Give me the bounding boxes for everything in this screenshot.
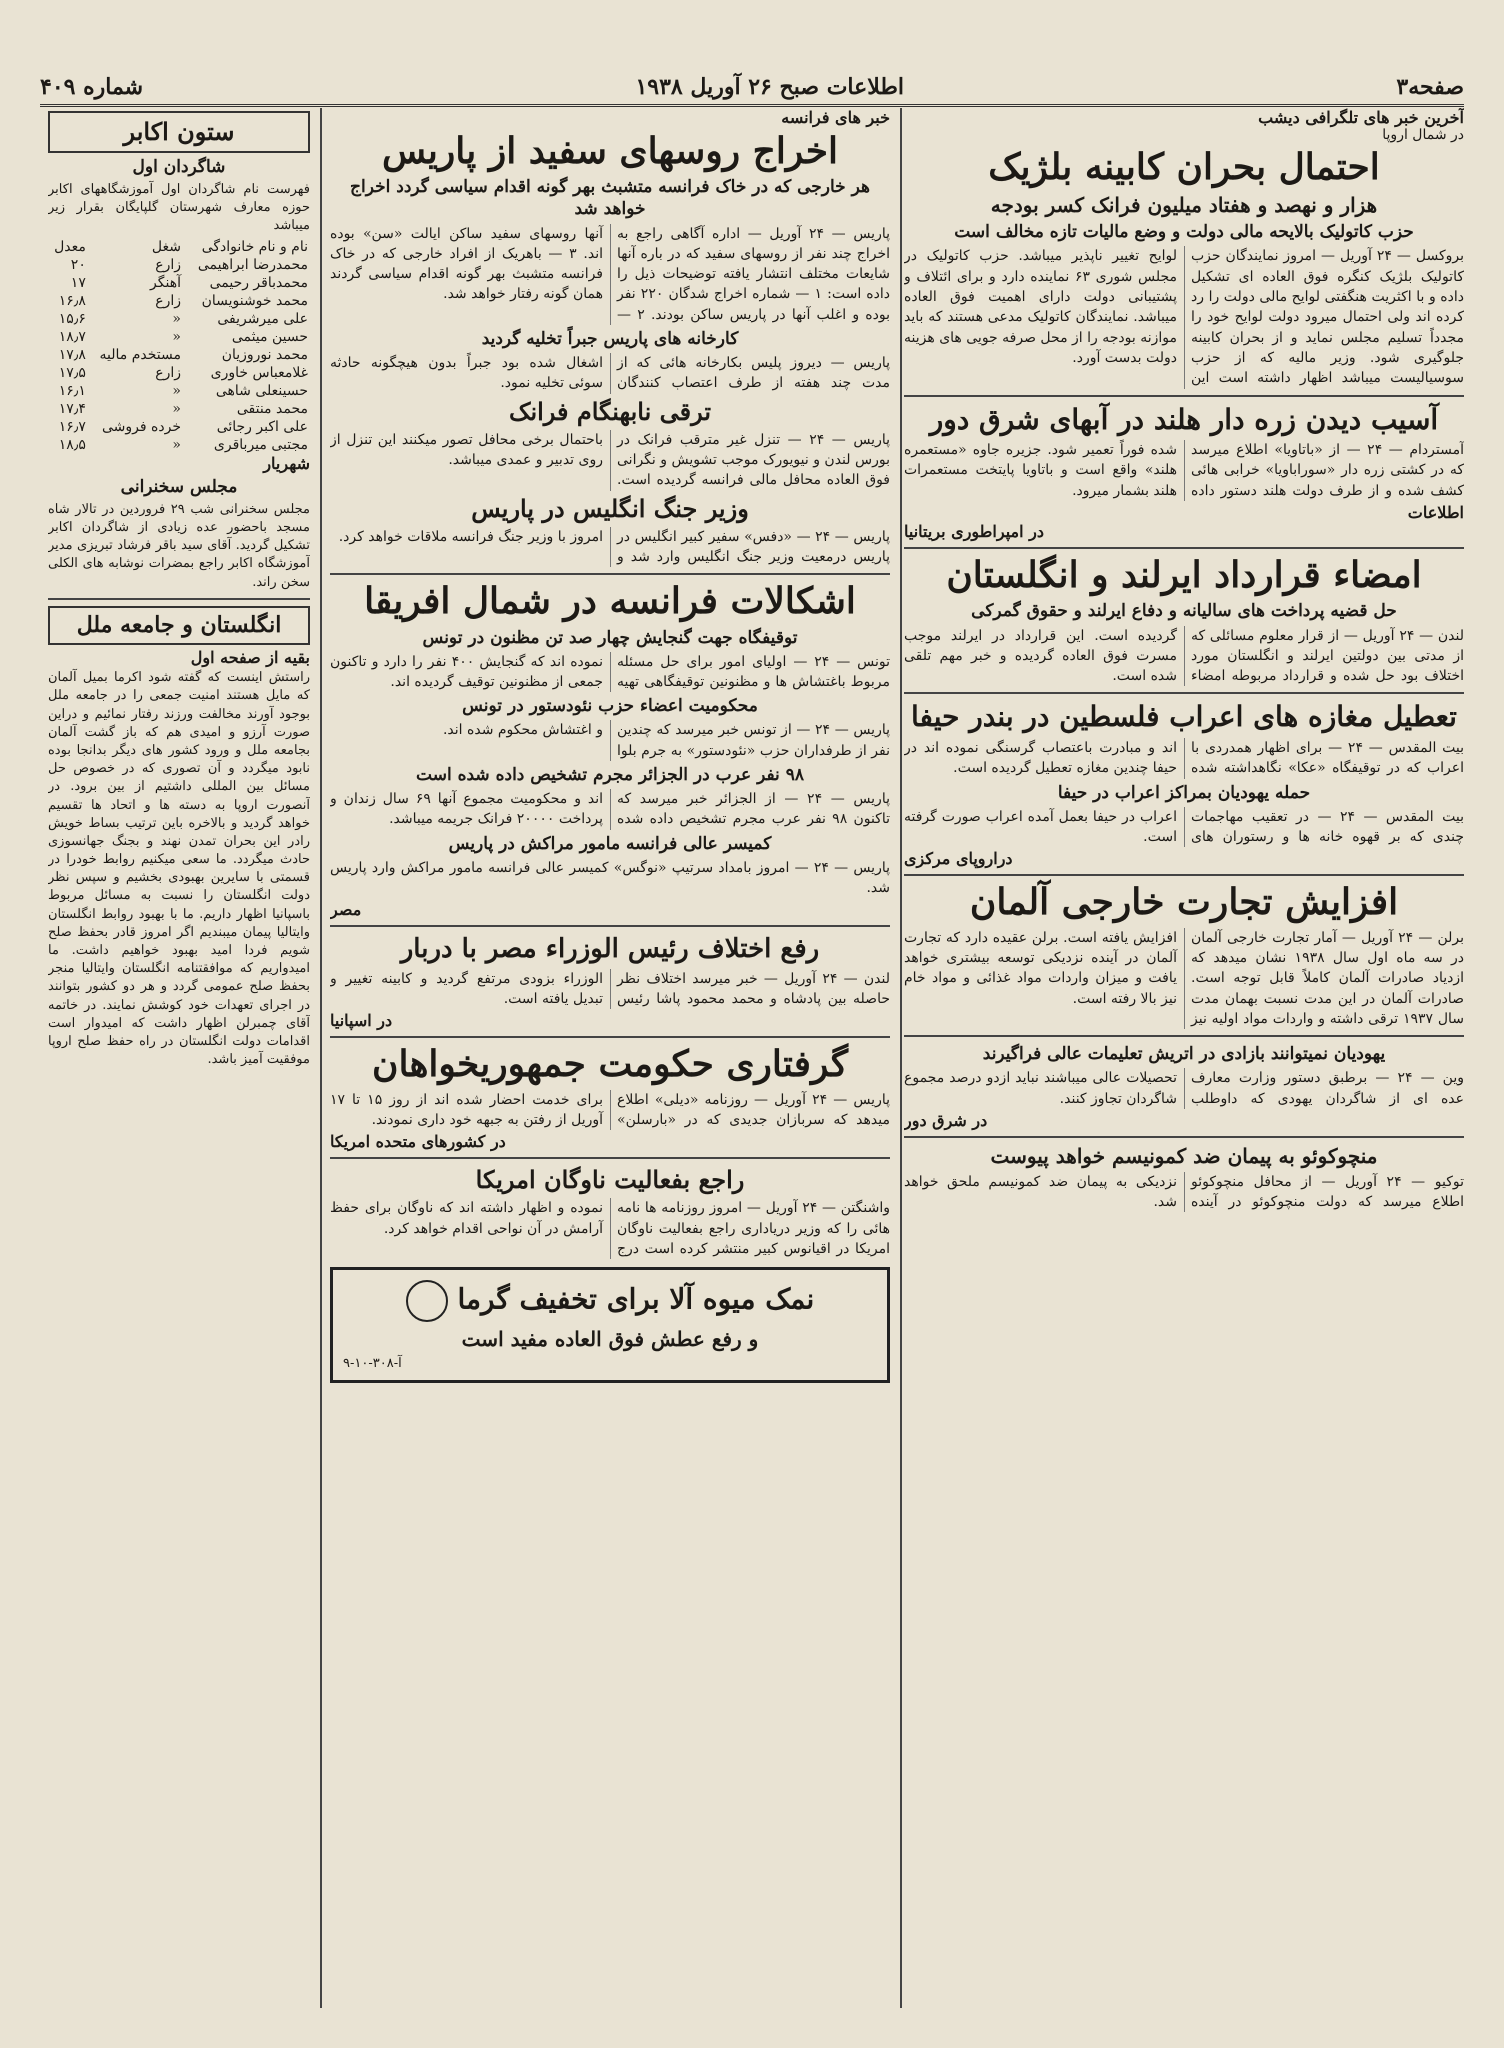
cell: « <box>172 310 181 327</box>
far-east-label: در شرق دور <box>904 1110 988 1130</box>
egypt-body: لندن — ۲۴ آوریل — خبر میرسد اختلاف نظر حاصله بین پادشاه و محمد محمود پاشا رئیس الوزراء بزودی مرتفع گردید و کابینه تغییر و تبدیل یافته است. <box>330 970 890 1008</box>
cell: غلامعباس خاوری <box>210 364 308 381</box>
table-row <box>48 346 310 364</box>
america-headline: راجع بفعالیت ناوگان امریکا <box>475 1165 745 1195</box>
dutch-body: آمستردام — ۲۴ — از «باتاویا» اطلاع میرسد که در کشتی زره دار «سوراباویا» خرابی هائی کشف شده و از طرف دولت هلند دستور داده شده فوراً تعمیر شود. جزیره جاوه «مستعمره هلند» واقع است و باتاویا پایتخت مستعمرات هلند بشمار میرود. <box>904 442 1464 499</box>
paris-expel-deck: هر خارجی که در خاک فرانسه متشبث بهر گونه اقدام سیاسی گردد اخراج خواهد شد <box>350 177 870 220</box>
shahriyar-label: شهریار <box>263 453 310 473</box>
north-africa-deck-2: محکومیت اعضاء حزب نئودستور در تونس <box>462 696 758 717</box>
honor-intro: فهرست نام شاگردان اول آموزشگاههای اکابر حوزه معارف شهرستان گلپایگان بقرار زیر میباشد <box>48 182 310 234</box>
table-row <box>48 256 310 274</box>
spain-body: پاریس — ۲۴ آوریل — روزنامه «دیلی» اطلاع میدهد که سربازان جدیدی که در «بارسلن» برای خدمت احضار شده اند از روز ۱۵ تا ۱۷ آوریل از رفتن به جبهه خود داری نمودند. <box>330 1091 890 1129</box>
table-row <box>48 274 310 292</box>
haifa-headline: تعطیل مغازه های اعراب فلسطین در بندر حیفا <box>911 700 1457 734</box>
central-europe-label: دراروپای مرکزی <box>904 849 1013 869</box>
region-label: در شمال اروپا <box>1382 127 1464 143</box>
north-africa-headline: اشکالات فرانسه در شمال افریقا <box>364 580 856 623</box>
cell: محمد خوشنویسان <box>201 292 308 309</box>
germany-headline: افزایش تجارت خارجی آلمان <box>969 881 1399 924</box>
cell: « <box>172 400 181 417</box>
egypt-headline: رفع اختلاف رئیس الوزراء مصر با دربار <box>400 934 820 965</box>
north-africa-deck-1: توقیفگاه جهت گنجایش چهار صد تن مظنون در تونس <box>422 627 798 648</box>
seal-icon <box>406 1280 448 1322</box>
cell: زارع <box>155 256 181 273</box>
divider <box>330 1157 890 1159</box>
cell: ۱۷٫۴ <box>58 400 86 417</box>
haifa-body: بیت المقدس — ۲۴ — برای اظهار همدردی با اعراب که در توقیفگاه «عکا» نگاهداشته شده اند و مبادرت باعتصاب گرسنگی نموده اند در حیفا چندین مغازه تعطیل گردیده است. <box>904 740 1464 777</box>
dutch-headline: آسیب دیدن زره دار هلند در آبهای شرق دور <box>929 402 1439 436</box>
roster-header <box>48 238 310 256</box>
north-africa-body-1: تونس — ۲۴ — اولیای امور برای حل مسئله مربوط باغتشاش ها و مظنونین توقیفگاهی تهیه نموده اند که گنجایش ۴۰۰ نفر را دارد و تاکنون جمعی از مظنونین توقیف گردیده اند. <box>330 653 890 691</box>
page-number: صفحه۳ <box>1396 74 1464 100</box>
table-row <box>48 418 310 436</box>
cell: مستخدم مالیه <box>99 346 181 363</box>
table-row <box>48 310 310 328</box>
cell: ۱۶٫۷ <box>58 418 86 435</box>
cell: محمد نوروزیان <box>221 346 308 363</box>
divider <box>904 874 1464 876</box>
north-africa-body-2: پاریس — ۲۴ — از تونس خبر میرسد که چندین نفر از طرفداران حزب «نئودستور» به جرم بلوا و اغتشاش محکوم شده اند. <box>442 722 890 759</box>
paper-date: اطلاعات صبح ۲۶ آوریل ۱۹۳۸ <box>635 74 904 100</box>
cell: ۱۷٫۵ <box>58 364 86 381</box>
table-row <box>48 436 310 454</box>
cell: ۱۷ <box>70 274 86 291</box>
cell: محمد منتقی <box>236 400 308 417</box>
war-minister-body: پاریس — ۲۴ — «دفس» سفیر کبیر انگلیس در پاریس درمعیت وزیر جنگ انگلیس وارد شد و امروز با وزیر جنگ فرانسه ملاقات خواهد کرد. <box>338 528 890 565</box>
ad-headline <box>343 1280 877 1322</box>
franc-body: پاریس — ۲۴ — تنزل غیر مترقب فرانک در بورس لندن و نیویورک موجب تشویش و نگرانی فوق العاده محافل مالی فرانسه گردیده است. باحتمال برخی محافل تصور میکنند این تنزل از روی تدبیر و عمدی میباشد. <box>330 431 890 489</box>
editorial-body: راستش اینست که گفته شود اکرما بمیل آلمان که مایل هستند امنیت جمعی را در جامعه ملل بوجود آورند مخالفت ورزند رفتار نمائیم و دراین صورت آرزو و امیدی هم که باز گشت آلمان بجامعه ملل و ورود کشور های دیگر بدانجا بوده نابود میگردد و آن تصوری که در خصوص حل مسائل بین المللی داشتیم از بین برود. در آنصورت اروپا به دسته ها و اتحاد ها تقسیم خواهد گردید و بالاخره باین ترتیب بساط خویش رادر این بحران تمدن نهند و بجنگ جهانسوزی حادث میگردد. ما سعی میکنیم روابط خودرا در قسمتی با سایرین بهبودی بخشیم و سپس نظر دولت انگلستان را نسبت به مسائل مربوط باسپانیا اظهار داریم. ما با بهبود روابط انگلستان وایتالیا پیمان میبندیم اگر امروز قادر بحفظ صلح شویم فردا امید بهبود خواهیم داشت. ما امیدواریم که موافقتنامه انگلستان وایتالیا منجر بحفظ صلح عمومی گردد و هر دو کشور بتوانند در اجرای تعهدات خود کوشش نمایند. در خاتمه آقای چمبرلن اظهار داشت که امیدوار است اقدامات دولت انگلستان در راه حفظ صلح اروپا موفقیت آمیز باشد. <box>48 670 310 1068</box>
advertisement <box>330 1267 890 1382</box>
column-rule <box>320 108 322 2008</box>
cell: علی میرشریفی <box>217 310 308 327</box>
divider <box>330 925 890 927</box>
dutch-source: اطلاعات <box>1407 503 1464 523</box>
honor-title: شاگردان اول <box>132 157 226 177</box>
austria-headline: یهودیان نمیتوانند بازادی در اتریش تعلیمات عالی فراگیرند <box>982 1044 1386 1065</box>
ireland-headline: امضاء قرارداد ایرلند و انگلستان <box>946 554 1422 597</box>
cell: مجتبی میرباقری <box>213 436 308 453</box>
belgium-subtitle: هزار و نهصد و هفتاد میلیون فرانک کسر بودجه <box>990 193 1378 218</box>
divider <box>904 692 1464 694</box>
roster-table <box>48 238 310 454</box>
column-rule <box>900 108 902 2008</box>
divider <box>904 395 1464 397</box>
america-label: در کشورهای متحده امریکا <box>330 1132 506 1152</box>
cell: زارع <box>155 364 181 381</box>
paris-expel-body: پاریس — ۲۴ آوریل — اداره آگاهی راجع به اخراج چند نفر از روسهای سفید که در باره آنها شایعات مختلف انتشار یافته توضیحات ذیل را داده است: ۱ — شماره اخراج شدگان ۲۲۰ نفر بوده و اغلب آنها در پاریس ساکن بودند. ۲ — آنها روسهای سفید ساکن ایالت «سن» بوده اند. ۳ — باهریک از افراد خارجی که در خاک فرانسه متشبث بهر گونه اقدام سیاسی گردند همان گونه رفتار خواهد شد. <box>330 225 890 323</box>
belgium-body: بروکسل — ۲۴ آوریل — امروز نمایندگان حزب کاتولیک بلژیک کنگره فوق العاده ای تشکیل داده و با اکثریت هنگفتی لوایح مالی دولت را رد کرده اند ولی احتمال میرود دولت لوایح خود را مجدداً تسلیم مجلس نماید و از بحران کابینه جلوگیری شود. وزیر مالیه که از حزب سوسیالیست میباشد اظهار داشته است این لوایح تغییر ناپذیر میباشد. حزب کاتولیک در مجلس شوری ۶۳ نماینده دارد و برای ائتلاف و پشتیبانی دولت دارای اهمیت فوق العاده میباشد. نمایندگان کاتولیک مدعی هستند که باید موازنه بودجه را از محل صرفه جویی های هزینه دولت بدست آورد. <box>904 248 1464 387</box>
roster-col-grade: معدل <box>54 238 86 255</box>
factories-body: پاریس — دیروز پلیس بکارخانه هائی که از مدت چند هفته از طرف اعتصاب کنندگان اشغال شده بود جبراً بدون هیچگونه حادثه سوئی تخلیه نمود. <box>330 355 890 392</box>
cell: خرده فروشی <box>102 418 181 435</box>
austria-body: وین — ۲۴ — برطبق دستور وزارت معارف عده ای از شاگردان یهودی که داوطلب تحصیلات عالی میباشند نباید ازدو درصد مجموع شاگردان تجاوز کنند. <box>904 1070 1464 1107</box>
table-row <box>48 292 310 310</box>
kicker-telegraph: آخرین خبر های تلگرافی دیشب <box>1258 108 1464 127</box>
factories-headline: کارخانه های پاریس جبراً تخلیه گردید <box>481 329 739 350</box>
cell: ۱۶٫۱ <box>58 382 86 399</box>
cell: حسین میثمی <box>231 328 308 345</box>
ireland-deck: حل قضیه پرداخت های سالیانه و دفاع ایرلند و حقوق گمرکی <box>971 601 1397 622</box>
kicker-france: خبر های فرانسه <box>781 108 890 127</box>
cell: ۲۰ <box>70 256 86 273</box>
middle-column <box>330 108 890 2008</box>
america-body: واشنگتن — ۲۴ آوریل — امروز روزنامه ها نامه هائی را که وزیر دریاداری راجع بفعالیت ناوگان امریکا در اقیانوس کبیر منتشر کرده است درج نموده و اظهار داشته اند که ناوگان برای حفظ آرامش در آن نواحی اقدام خواهد کرد. <box>330 1200 890 1258</box>
cell: حسینعلی شاهی <box>215 382 308 399</box>
divider <box>904 1136 1464 1138</box>
speech-title: مجلس سخنرانی <box>120 476 238 497</box>
roster-col-name: نام و نام خانوادگی <box>201 238 308 255</box>
egypt-label: مصر <box>330 900 362 920</box>
editorial-continued: بقیه از صفحه اول <box>190 648 310 668</box>
ad-tagline: و رفع عطش فوق العاده مفید است <box>461 1327 759 1352</box>
belgium-headline: احتمال بحران کابینه بلژیک <box>988 146 1380 188</box>
haifa-deck: حمله یهودیان بمراکز اعراب در حیفا <box>1057 782 1311 803</box>
spain-headline: گرفتاری حکومت جمهوریخواهان <box>372 1043 848 1086</box>
manchukuo-body: توکیو — ۲۴ آوریل — از محافل منچوکوئو اطلاع میرسد که دولت منچوکوئو در آینده نزدیکی به پیمان ضد کمونیسم ملحق خواهد شد. <box>904 1173 1464 1211</box>
paris-expel-headline: اخراج روسهای سفید از پاریس <box>382 130 838 172</box>
divider <box>330 573 890 575</box>
cell: « <box>172 328 181 345</box>
north-africa-deck-3: ۹۸ نفر عرب در الجزائر مجرم تشخیص داده شده است <box>416 765 804 785</box>
divider <box>904 547 1464 549</box>
north-africa-body-3: پاریس — ۲۴ — از الجزائر خبر میرسد که تاکنون ۹۸ نفر عرب مجرم تشخیص داده شده اند و محکومیت مجموع آنها ۶۹ سال زندان و پرداخت ۲۰۰۰۰ فرانک جریمه میباشد. <box>330 791 890 828</box>
cell: محمدرضا ابراهیمی <box>197 256 308 273</box>
ad-headline-text: نمک میوه آلا برای تخفیف گرما <box>457 1282 815 1316</box>
haifa-body-2: بیت المقدس — ۲۴ — در تعقیب مهاجمات چندی که بر قهوه خانه ها و رستوران های اعراب در حیفا بعمل آمده اعراب صورت گرفته است. <box>904 808 1464 845</box>
table-row <box>48 328 310 346</box>
cell: زارع <box>155 292 181 309</box>
north-africa-body-4: پاریس — ۲۴ — امروز بامداد سرتیپ «نوگس» کمیسر عالی فرانسه مامور مراکش وارد پاریس شد. <box>330 859 890 897</box>
cell: « <box>172 436 181 453</box>
franc-headline: ترقی نابهنگام فرانک <box>508 396 712 426</box>
cell: محمدباقر رحیمی <box>209 274 308 291</box>
speech-body: مجلس سخنرانی شب ۲۹ فروردین در تالار شاه مسجد باحضور عده زیادی از شاگردان اکابر تشکیل گردید. آقای سید باقر فرشاد تبریزی مدیر آموزشگاه اکابر راجع بمضرات نوشابه های الکلی سخن راند. <box>48 501 310 590</box>
roster-col-job: شغل <box>151 238 181 255</box>
cell: آهنگر <box>150 274 181 291</box>
right-column <box>904 108 1464 2008</box>
north-africa-deck-4: کمیسر عالی فرانسه مامور مراکش در پاریس <box>448 833 772 854</box>
cell: علی اکبر رجائی <box>216 418 308 435</box>
divider <box>904 1035 1464 1037</box>
cell: ۱۶٫۸ <box>58 292 86 309</box>
spain-label: در اسپانیا <box>330 1011 393 1031</box>
ad-code: آ-۳۰۸-۱۰-۹ <box>343 1356 402 1372</box>
belgium-deck: حزب کاتولیک بالایحه مالی دولت و وضع مالیات تازه مخالف است <box>954 222 1414 243</box>
divider <box>48 598 310 600</box>
table-row <box>48 364 310 382</box>
table-row <box>48 400 310 418</box>
cell: ۱۵٫۶ <box>58 310 86 327</box>
war-minister-headline: وزیر جنگ انگلیس در پاریس <box>471 493 749 523</box>
cell: ۱۷٫۸ <box>58 346 86 363</box>
left-column <box>48 108 310 2008</box>
cell: « <box>172 382 181 399</box>
germany-body: برلن — ۲۴ آوریل — آمار تجارت خارجی آلمان در سه ماه اول سال ۱۹۳۸ نشان میدهد که ازدیاد صادرات آلمان کاملاً قابل توجه است. صادرات آلمان در این مدت نسبت بهمان مدت سال ۱۹۳۷ ترقی داشته و واردات مواد اولیه نیز افزایش یافته است. برلن عقیده دارد که تجارت آلمان در آینده نزدیکی توسعه بیشتری خواهد یافت و میزان واردات مواد غذائی و مواد خام نیز بالا رفته است. <box>904 929 1464 1027</box>
issue-number: شماره ۴۰۹ <box>40 74 144 100</box>
cell: ۱۸٫۵ <box>58 436 86 453</box>
masthead <box>40 70 1464 107</box>
manchukuo-headline: منچوکوئو به پیمان ضد کمونیسم خواهد پیوست <box>990 1143 1378 1168</box>
ireland-body: لندن — ۲۴ آوریل — از قرار معلوم مسائلی که از مدتی بین دولتین ایرلند و انگلستان مورد اختلاف بود حل شده و قرارداد مربوطه امضاء گردیده است. این قرارداد در ایرلند موجب مسرت فوق العاده گردیده و خبر مهم تلقی شده است. <box>904 627 1464 685</box>
table-row <box>48 382 310 400</box>
editorial-title: انگلستان و جامعه ملل <box>48 606 310 646</box>
adults-column-title: ستون اکابر <box>48 111 310 153</box>
cell: ۱۸٫۷ <box>58 328 86 345</box>
divider <box>330 1036 890 1038</box>
empire-label: در امپراطوری بریتانیا <box>904 522 1044 542</box>
